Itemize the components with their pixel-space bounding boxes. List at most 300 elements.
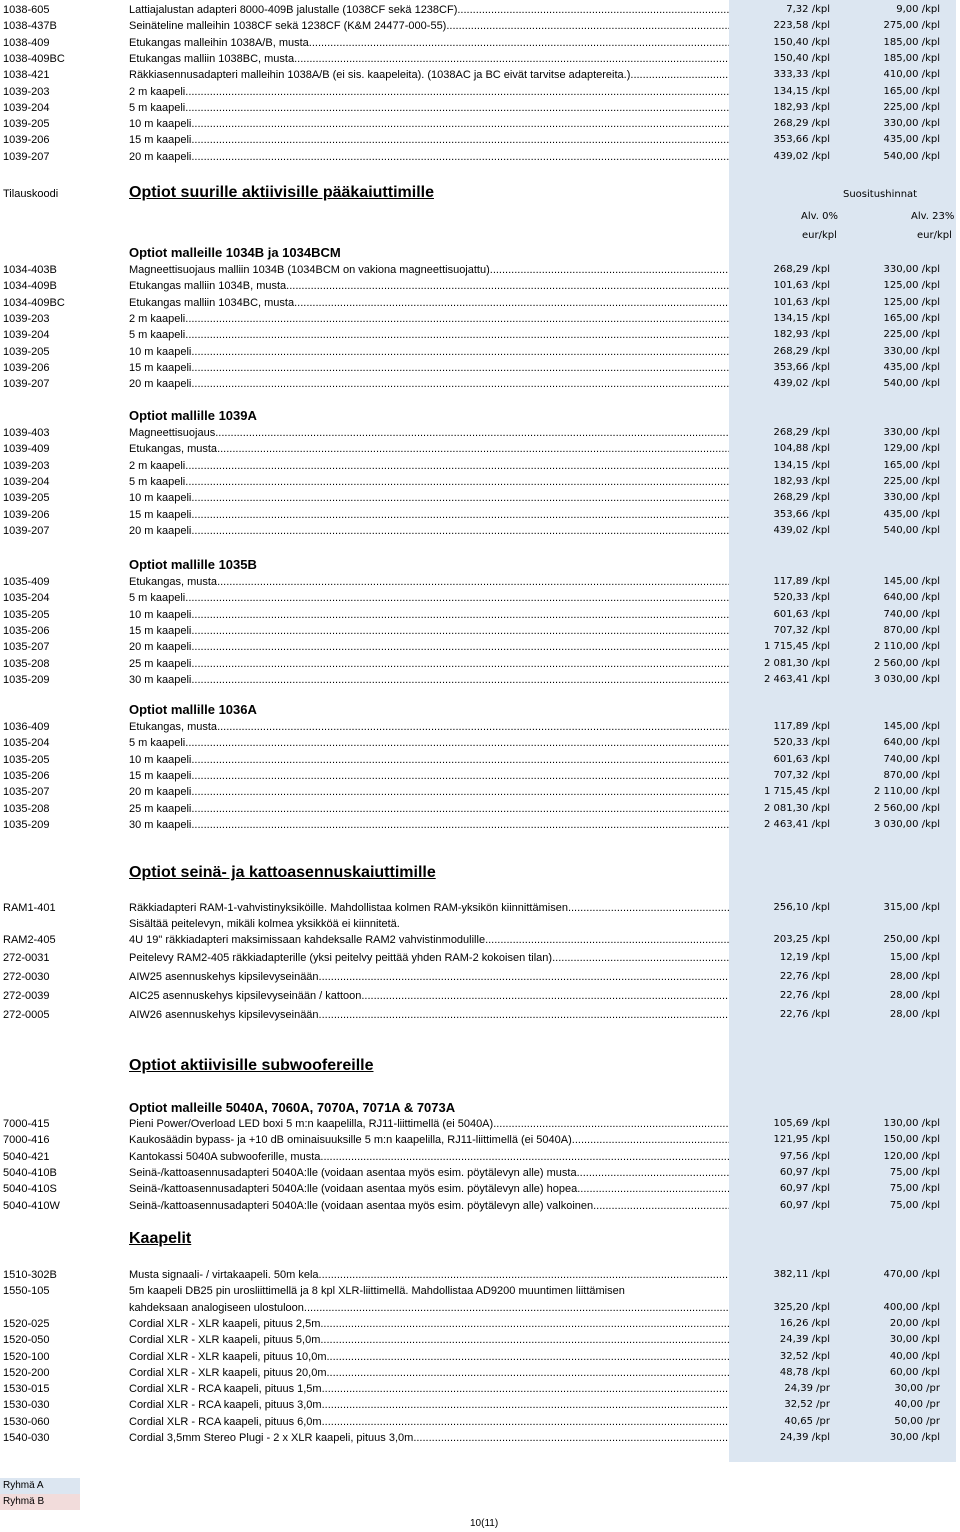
price-alv0: 2 081,30 /kpl [764,658,830,669]
table-row [0,18,960,34]
product-code: 7000-416 [3,1134,50,1146]
product-code: 1530-030 [3,1399,50,1411]
price-alv23: 330,00 /kpl [883,346,940,357]
price-alv0: 268,29 /kpl [773,264,830,275]
price-alv23: 225,00 /kpl [883,476,940,487]
product-description: 15 m kaapeli ..... [129,768,729,784]
price-alv23: 250,00 /kpl [883,934,940,945]
table-row [0,149,960,165]
product-code: 1035-208 [3,658,50,670]
product-code: 1035-204 [3,592,50,604]
table-row [0,1283,960,1299]
price-alv23: 400,00 /kpl [883,1302,940,1313]
price-alv0: 117,89 /kpl [773,576,830,587]
product-code: 1039-206 [3,134,50,146]
price-alv23: 75,00 /kpl [889,1183,940,1194]
price-alv0: 16,26 /kpl [779,1318,830,1329]
table-row [0,784,960,800]
product-description: Cordial XLR - XLR kaapeli, pituus 10,0m ..... [129,1349,729,1365]
product-description: Sisältää peitelevyn, mikäli kolmea yksikköä ei kiinnitetä. [129,918,400,930]
product-description: 5m kaapeli DB25 pin urosliittimellä ja 8 kpl XLR-liittimellä. Mahdollistaa AD9200 muuntimen liittämisen [129,1285,625,1297]
table-row [0,295,960,311]
product-code: 1540-030 [3,1432,50,1444]
price-alv0: 2 081,30 /kpl [764,803,830,814]
price-alv23: 225,00 /kpl [883,102,940,113]
price-alv0: 439,02 /kpl [773,525,830,536]
product-description: 2 m kaapeli ..... [129,311,729,327]
table-row [0,623,960,639]
price-alv23: 435,00 /kpl [883,134,940,145]
section-title-cables: Kaapelit [129,1230,192,1247]
table-row [0,1332,960,1348]
product-code: 1038-409BC [3,53,65,65]
product-code: 5040-410W [3,1200,60,1212]
product-description: 15 m kaapeli ..... [129,360,729,376]
price-alv23: 740,00 /kpl [883,609,940,620]
product-code: 1039-207 [3,525,50,537]
price-alv0: 22,76 /kpl [779,1009,830,1020]
product-description: 2 m kaapeli ..... [129,458,729,474]
subsection-title-1034: Optiot malleille 1034B ja 1034BCM [129,245,341,260]
product-description: Seinä-/kattoasennusadapteri 5040A:lle (voidaan asentaa myös esim. pöytälevyn alle) valkoinen ..... [129,1198,729,1214]
product-code: 1039-207 [3,151,50,163]
product-description: AIW26 asennuskehys kipsilevyseinään ..... [129,1007,729,1023]
eurkpl-header-23: eur/kpl [917,230,952,241]
price-alv0: 150,40 /kpl [773,37,830,48]
product-description: Cordial XLR - RCA kaapeli, pituus 6,0m ..... [129,1414,729,1430]
table-row [0,1181,960,1197]
price-alv23: 120,00 /kpl [883,1151,940,1162]
price-alv23: 28,00 /kpl [889,971,940,982]
price-alv23: 315,00 /kpl [883,902,940,913]
price-alv23: 165,00 /kpl [883,313,940,324]
table-row [0,639,960,655]
product-description: Cordial XLR - RCA kaapeli, pituus 3,0m ..... [129,1397,729,1413]
product-description: 25 m kaapeli ..... [129,656,729,672]
product-description: 20 m kaapeli ..... [129,639,729,655]
price-alv23: 145,00 /kpl [883,721,940,732]
product-description: 20 m kaapeli ..... [129,523,729,539]
table-row [0,801,960,817]
table-row [0,932,960,948]
price-alv23: 640,00 /kpl [883,737,940,748]
product-code: 1039-409 [3,443,50,455]
price-alv23: 2 110,00 /kpl [874,786,940,797]
price-alv23: 28,00 /kpl [889,1009,940,1020]
table-row [0,1116,960,1132]
product-description: Etukangas malliin 1034B, musta ..... [129,278,729,294]
table-row [0,262,960,278]
price-alv0: 182,93 /kpl [773,102,830,113]
product-code: 1039-205 [3,346,50,358]
product-description: Cordial 3,5mm Stereo Plugi - 2 x XLR kaapeli, pituus 3,0m ..... [129,1430,729,1446]
price-alv0: 105,69 /kpl [773,1118,830,1129]
table-row [0,2,960,18]
product-description: Räkkiasennusadapteri malleihin 1038A/B (ei sis. kaapeleita). (1038AC ja BC eivät tarvitse adaptereita.) ..... [129,67,729,83]
price-alv0: 325,20 /kpl [773,1302,830,1313]
product-code: 1520-200 [3,1367,50,1379]
product-description: 5 m kaapeli ..... [129,474,729,490]
product-code: 272-0005 [3,1009,50,1021]
subsection-title-1035b: Optiot mallille 1035B [129,557,257,572]
table-row [0,768,960,784]
price-alv23: 435,00 /kpl [883,362,940,373]
price-alv0: 268,29 /kpl [773,427,830,438]
product-code: 7000-415 [3,1118,50,1130]
product-code: 1520-025 [3,1318,50,1330]
price-alv23: 40,00 /kpl [889,1351,940,1362]
price-alv23: 330,00 /kpl [883,427,940,438]
product-code: 1039-205 [3,492,50,504]
product-code: 1035-207 [3,786,50,798]
product-code: 1035-206 [3,770,50,782]
product-code: 1035-207 [3,641,50,653]
table-row [0,607,960,623]
table-row [0,458,960,474]
price-alv23: 9,00 /kpl [896,4,940,15]
product-code: 1035-205 [3,754,50,766]
table-row [0,51,960,67]
table-row [0,376,960,392]
product-code: 1530-060 [3,1416,50,1428]
section-title-large-active: Optiot suurille aktiivisille pääkaiuttimille [129,184,434,201]
price-alv23: 330,00 /kpl [883,264,940,275]
table-row [0,916,960,932]
price-alv0: 7,32 /kpl [786,4,830,15]
price-alv0: 203,25 /kpl [773,934,830,945]
price-alv23: 640,00 /kpl [883,592,940,603]
price-alv0: 268,29 /kpl [773,346,830,357]
suositushinnat-header: Suositushinnat [843,189,918,200]
price-alv0: 439,02 /kpl [773,378,830,389]
product-code: RAM1-401 [3,902,56,914]
product-description: 2 m kaapeli ..... [129,84,729,100]
product-description: 20 m kaapeli ..... [129,149,729,165]
product-description: AIW25 asennuskehys kipsilevyseinään ..... [129,969,729,985]
price-alv0: 2 463,41 /kpl [764,674,830,685]
table-row [0,1430,960,1446]
price-alv0: 24,39 /pr [784,1383,830,1394]
price-alv0: 601,63 /kpl [773,754,830,765]
product-code: 1530-015 [3,1383,50,1395]
price-alv0: 353,66 /kpl [773,134,830,145]
product-code: 1035-206 [3,625,50,637]
product-description: 10 m kaapeli ..... [129,116,729,132]
price-alv0: 353,66 /kpl [773,509,830,520]
eurkpl-header-0: eur/kpl [802,230,837,241]
price-alv0: 121,95 /kpl [773,1134,830,1145]
price-alv0: 182,93 /kpl [773,329,830,340]
product-description: 5 m kaapeli ..... [129,327,729,343]
product-code: 1035-409 [3,576,50,588]
product-code: 1038-409 [3,37,50,49]
price-alv0: 134,15 /kpl [773,313,830,324]
product-description: 5 m kaapeli ..... [129,590,729,606]
table-row [0,590,960,606]
product-description: Räkkiadapteri RAM-1-vahvistinyksiköille. Mahdollistaa kolmen RAM-yksikön kiinnittämisen ..... [129,900,729,916]
product-code: 1039-204 [3,476,50,488]
product-description: 5 m kaapeli ..... [129,100,729,116]
product-description: kahdeksaan analogiseen ulostuloon ..... [129,1300,729,1316]
price-alv0: 256,10 /kpl [773,902,830,913]
product-description: 15 m kaapeli ..... [129,132,729,148]
table-row [0,656,960,672]
product-code: 1039-204 [3,329,50,341]
price-alv0: 182,93 /kpl [773,476,830,487]
price-alv23: 15,00 /kpl [889,952,940,963]
product-code: 1035-209 [3,674,50,686]
price-alv23: 145,00 /kpl [883,576,940,587]
product-description: Etukangas malliin 1038BC, musta ..... [129,51,729,67]
price-alv23: 2 560,00 /kpl [874,658,940,669]
price-alv23: 185,00 /kpl [883,37,940,48]
product-code: 1039-206 [3,509,50,521]
section-title-subwoofers: Optiot aktiivisille subwoofereille [129,1057,374,1074]
price-alv23: 3 030,00 /kpl [874,819,940,830]
product-description: Musta signaali- / virtakaapeli. 50m kela ..... [129,1267,729,1283]
price-alv0: 60,97 /kpl [779,1167,830,1178]
table-row [0,1349,960,1365]
product-code: 1039-206 [3,362,50,374]
price-alv0: 117,89 /kpl [773,721,830,732]
product-code: 272-0039 [3,990,50,1002]
price-alv23: 40,00 /pr [894,1399,940,1410]
price-alv23: 75,00 /kpl [889,1167,940,1178]
price-alv0: 32,52 /pr [784,1399,830,1410]
price-alv0: 520,33 /kpl [773,592,830,603]
price-alv0: 12,19 /kpl [779,952,830,963]
product-code: 1510-302B [3,1269,57,1281]
price-alv0: 268,29 /kpl [773,118,830,129]
product-code: 272-0030 [3,971,50,983]
tilauskoodi-header: Tilauskoodi [3,188,59,200]
product-description: Seinä-/kattoasennusadapteri 5040A:lle (voidaan asentaa myös esim. pöytälevyn alle) hopea ..... [129,1181,729,1197]
product-code: 1039-204 [3,102,50,114]
price-alv23: 130,00 /kpl [883,1118,940,1129]
price-alv23: 2 110,00 /kpl [874,641,940,652]
product-description: Cordial XLR - XLR kaapeli, pituus 5,0m ..... [129,1332,729,1348]
section-title-wall-ceiling: Optiot seinä- ja kattoasennuskaiuttimille [129,864,436,881]
price-alv0: 134,15 /kpl [773,460,830,471]
product-code: 1038-421 [3,69,50,81]
product-code: 5040-410S [3,1183,57,1195]
product-description: 30 m kaapeli ..... [129,672,729,688]
price-alv23: 470,00 /kpl [883,1269,940,1280]
product-code: 1035-208 [3,803,50,815]
table-row [0,1149,960,1165]
price-alv0: 24,39 /kpl [779,1334,830,1345]
table-row [0,507,960,523]
price-alv23: 870,00 /kpl [883,770,940,781]
price-alv0: 104,88 /kpl [773,443,830,454]
price-alv0: 1 715,45 /kpl [764,786,830,797]
price-alv23: 540,00 /kpl [883,151,940,162]
table-row [0,1300,960,1316]
price-alv0: 134,15 /kpl [773,86,830,97]
product-description: 25 m kaapeli ..... [129,801,729,817]
table-row [0,132,960,148]
table-row [0,1365,960,1381]
price-alv23: 740,00 /kpl [883,754,940,765]
product-code: 1039-403 [3,427,50,439]
product-description: 4U 19" räkkiadapteri maksimissaan kahdeksalle RAM2 vahvistinmodulille ..... [129,932,729,948]
table-row [0,1381,960,1397]
table-row [0,1007,960,1023]
product-description: Etukangas, musta ..... [129,719,729,735]
product-description: 10 m kaapeli ..... [129,752,729,768]
product-code: 5040-421 [3,1151,50,1163]
product-code: 1038-437B [3,20,57,32]
subsection-title-1036a: Optiot mallille 1036A [129,702,257,717]
product-code: 1035-205 [3,609,50,621]
price-alv0: 333,33 /kpl [773,69,830,80]
table-row [0,523,960,539]
table-row [0,84,960,100]
table-row [0,1132,960,1148]
product-code: 1520-050 [3,1334,50,1346]
price-alv0: 22,76 /kpl [779,990,830,1001]
price-alv0: 101,63 /kpl [773,280,830,291]
price-alv23: 435,00 /kpl [883,509,940,520]
table-row [0,1316,960,1332]
product-code: 272-0031 [3,952,50,964]
price-alv23: 165,00 /kpl [883,460,940,471]
price-alv0: 22,76 /kpl [779,971,830,982]
table-row [0,474,960,490]
table-row [0,672,960,688]
table-row [0,1165,960,1181]
table-row [0,900,960,916]
price-alv0: 150,40 /kpl [773,53,830,64]
price-alv23: 330,00 /kpl [883,118,940,129]
product-description: 5 m kaapeli ..... [129,735,729,751]
product-description: Seinä-/kattoasennusadapteri 5040A:lle (voidaan asentaa myös esim. pöytälevyn alle) musta ..... [129,1165,729,1181]
product-code: 1520-100 [3,1351,50,1363]
table-row [0,311,960,327]
price-alv0: 32,52 /kpl [779,1351,830,1362]
product-description: Etukangas, musta ..... [129,441,729,457]
table-row [0,1397,960,1413]
table-row [0,969,960,985]
table-row [0,360,960,376]
price-alv0: 101,63 /kpl [773,297,830,308]
product-code: 1039-203 [3,313,50,325]
price-alv23: 129,00 /kpl [883,443,940,454]
price-alv23: 30,00 /kpl [889,1334,940,1345]
price-alv0: 353,66 /kpl [773,362,830,373]
product-description: 10 m kaapeli ..... [129,490,729,506]
table-row [0,719,960,735]
price-alv23: 330,00 /kpl [883,492,940,503]
table-row [0,490,960,506]
price-alv23: 50,00 /pr [894,1416,940,1427]
table-row [0,100,960,116]
price-alv23: 28,00 /kpl [889,990,940,1001]
table-row [0,425,960,441]
product-description: Peitelevy RAM2-405 räkkiadapterille (yksi peitelvy peittää yhden RAM-2 kokoisen tilan) ..... [129,950,729,966]
product-description: Lattiajalustan adapteri 8000-409B jalustalle (1038CF sekä 1238CF) ..... [129,2,729,18]
product-description: Etukangas, musta ..... [129,574,729,590]
price-alv0: 1 715,45 /kpl [764,641,830,652]
price-alv23: 410,00 /kpl [883,69,940,80]
price-alv23: 185,00 /kpl [883,53,940,64]
product-description: Kaukosäädin bypass- ja +10 dB ominaisuuksille 5 m:n kaapelilla, RJ11-liittimellä (ei 5040A) ..... [129,1132,729,1148]
product-description: 20 m kaapeli ..... [129,376,729,392]
product-description: 10 m kaapeli ..... [129,344,729,360]
product-description: Seinäteline malleihin 1038CF sekä 1238CF (K&M 24477-000-55) ..... [129,18,729,34]
product-description: 10 m kaapeli ..... [129,607,729,623]
product-description: Cordial XLR - XLR kaapeli, pituus 2,5m ..... [129,1316,729,1332]
product-code: 5040-410B [3,1167,57,1179]
product-code: 1039-205 [3,118,50,130]
price-alv23: 225,00 /kpl [883,329,940,340]
price-alv23: 540,00 /kpl [883,525,940,536]
page-number: 10(11) [470,1518,499,1529]
price-alv0: 24,39 /kpl [779,1432,830,1443]
legend-group-b: Ryhmä B [0,1494,80,1510]
table-row [0,1414,960,1430]
legend-group-a: Ryhmä A [0,1478,80,1494]
product-code: 1036-409 [3,721,50,733]
product-description: Cordial XLR - XLR kaapeli, pituus 20,0m ..... [129,1365,729,1381]
table-row [0,327,960,343]
price-alv0: 40,65 /pr [784,1416,830,1427]
table-row [0,116,960,132]
price-alv23: 275,00 /kpl [883,20,940,31]
product-description: 20 m kaapeli ..... [129,784,729,800]
product-description: 30 m kaapeli ..... [129,817,729,833]
product-description: Magneettisuojaus malliin 1034B (1034BCM on vakiona magneettisuojattu) ..... [129,262,729,278]
product-code: 1550-105 [3,1285,50,1297]
subsection-title-1039a: Optiot mallille 1039A [129,408,257,423]
table-row [0,344,960,360]
price-alv23: 870,00 /kpl [883,625,940,636]
subsection-title-5040: Optiot malleille 5040A, 7060A, 7070A, 7071A & 7073A [129,1100,456,1115]
price-alv23: 125,00 /kpl [883,280,940,291]
product-description: Cordial XLR - RCA kaapeli, pituus 1,5m ..... [129,1381,729,1397]
price-alv23: 2 560,00 /kpl [874,803,940,814]
alv0-header: Alv. 0% [801,211,838,222]
price-alv0: 520,33 /kpl [773,737,830,748]
product-code: 1034-409B [3,280,57,292]
price-alv0: 97,56 /kpl [779,1151,830,1162]
price-alv23: 30,00 /kpl [889,1432,940,1443]
table-row [0,67,960,83]
price-alv23: 60,00 /kpl [889,1367,940,1378]
product-description: 15 m kaapeli ..... [129,507,729,523]
price-alv23: 30,00 /pr [894,1383,940,1394]
product-code: 1035-204 [3,737,50,749]
price-alv0: 60,97 /kpl [779,1200,830,1211]
table-row [0,950,960,966]
price-alv0: 48,78 /kpl [779,1367,830,1378]
table-row [0,574,960,590]
product-description: Etukangas malliin 1034BC, musta ..... [129,295,729,311]
product-code: 1035-209 [3,819,50,831]
table-row [0,817,960,833]
product-code: 1039-203 [3,460,50,472]
price-alv0: 268,29 /kpl [773,492,830,503]
product-code: RAM2-405 [3,934,56,946]
product-description: Magneettisuojaus ..... [129,425,729,441]
price-alv23: 165,00 /kpl [883,86,940,97]
product-description: Etukangas malleihin 1038A/B, musta ..... [129,35,729,51]
price-alv23: 3 030,00 /kpl [874,674,940,685]
price-alv23: 75,00 /kpl [889,1200,940,1211]
product-code: 1039-203 [3,86,50,98]
price-alv23: 540,00 /kpl [883,378,940,389]
price-alv0: 439,02 /kpl [773,151,830,162]
